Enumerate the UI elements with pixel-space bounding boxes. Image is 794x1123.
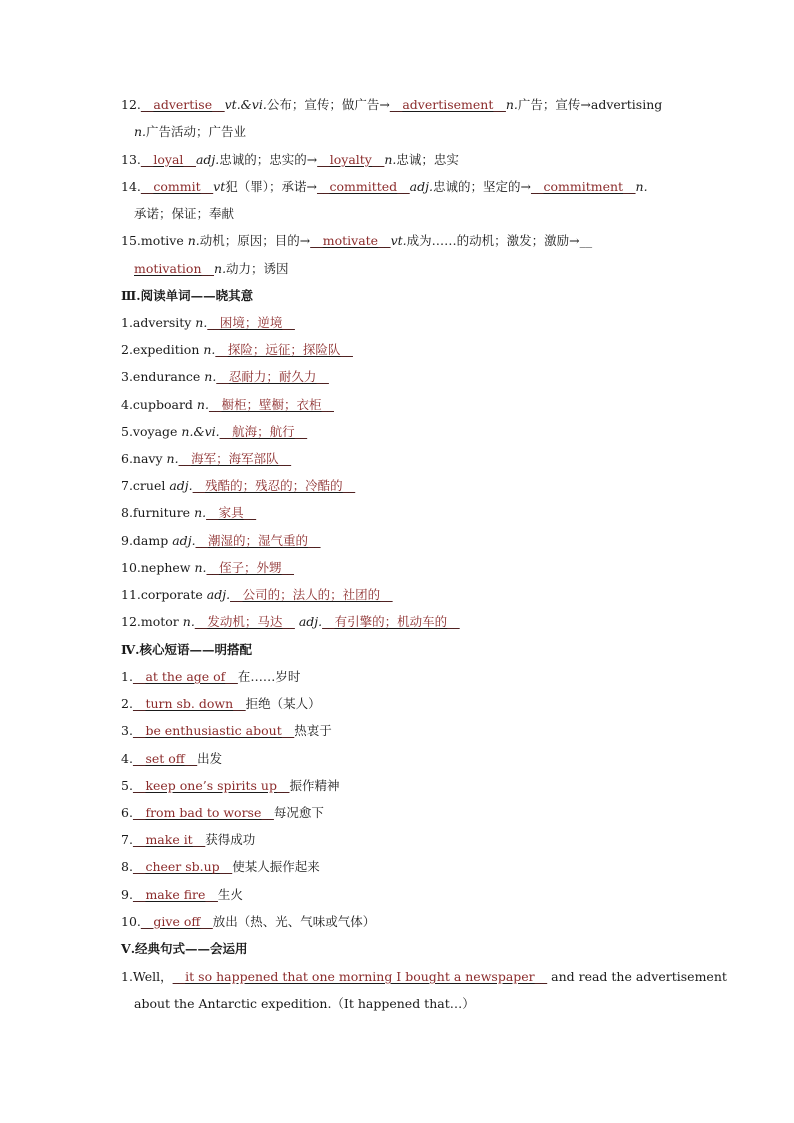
reading-word-item xyxy=(121,533,321,549)
phrase-number: 5. xyxy=(121,777,133,793)
answer-blank: __set off__ xyxy=(132,750,198,766)
answer-blank: __loyalty__ xyxy=(317,152,385,167)
reading-word: 1.adversity xyxy=(121,315,192,330)
phrase-meaning: 出发 xyxy=(197,750,223,766)
answer-blank: __航海；航行__ xyxy=(219,423,308,439)
answer-blank: __有引擎的；机动车的__ xyxy=(322,614,460,630)
answer-blank: __commitment__ xyxy=(530,179,636,194)
part-of-speech: adj. xyxy=(206,587,231,602)
vocab-text: 公布；宣传；做广告→ xyxy=(266,97,390,112)
answer-blank: __at the age of__ xyxy=(132,669,238,684)
part-of-speech: adj. xyxy=(169,478,193,494)
part-of-speech: adj. xyxy=(409,179,433,194)
vocab-text: 12. xyxy=(121,97,141,112)
part-of-speech: vt xyxy=(213,179,226,194)
vocab-line xyxy=(121,152,459,168)
phrase-number: 4. xyxy=(121,750,133,766)
phrase-item xyxy=(121,832,255,848)
phrase-item xyxy=(121,778,339,794)
answer-blank: __侄子；外甥__ xyxy=(206,559,295,575)
answer-blank: __探险；远征；探险队__ xyxy=(215,342,353,358)
reading-word-item xyxy=(121,560,294,576)
phrase-item xyxy=(121,859,320,875)
reading-word-item xyxy=(121,478,355,494)
sentence-answer: __it so happened that one morning I bought a newspaper__ xyxy=(172,969,548,984)
part-of-speech: n. xyxy=(182,614,195,630)
reading-word-item xyxy=(121,614,460,630)
sentence-prefix: 1.Well， xyxy=(121,969,173,984)
sentence-suffix: and read the advertisement xyxy=(547,969,727,984)
reading-word: 12.motor xyxy=(121,614,179,630)
reading-word: 5.voyage xyxy=(121,423,178,439)
phrase-meaning: 在……岁时 xyxy=(237,669,301,684)
reading-word-item xyxy=(121,505,256,521)
part-of-speech: vt.&vi. xyxy=(224,97,267,112)
reading-word: 8.furniture xyxy=(121,505,191,521)
reading-word: 11.corporate xyxy=(121,587,203,602)
section-heading-reading-words: Ⅲ.阅读单词——晓其意 xyxy=(121,288,254,303)
part-of-speech: n. xyxy=(214,261,227,276)
phrase-number: 8. xyxy=(121,859,133,875)
answer-blank: __残酷的；残忍的；冷酷的__ xyxy=(192,478,356,494)
answer-blank: __give off__ xyxy=(140,913,213,929)
vocab-text: 忠诚的；坚定的→ xyxy=(432,179,531,194)
reading-word-item xyxy=(121,342,353,358)
reading-word: 6.navy xyxy=(121,451,163,466)
phrase-item xyxy=(121,887,243,903)
reading-word-item xyxy=(121,315,295,331)
phrase-meaning: 使某人振作起来 xyxy=(232,859,320,875)
phrase-number: 6. xyxy=(121,805,133,820)
section-heading-core-phrases: Ⅳ.核心短语——明搭配 xyxy=(121,642,253,657)
answer-blank: __cheer sb.up__ xyxy=(132,859,233,875)
answer-blank: __忍耐力；耐久力__ xyxy=(216,369,329,385)
part-of-speech: n. xyxy=(187,233,200,248)
reading-word-item xyxy=(121,587,393,603)
answer-blank: __困境；逆境__ xyxy=(207,315,295,330)
vocab-text: 成为……的动机；激发；激励→__ xyxy=(406,233,593,248)
reading-word: 7.cruel xyxy=(121,478,166,494)
answer-blank: __橱柜；壁橱；衣柜__ xyxy=(208,396,334,412)
vocab-line xyxy=(134,206,234,222)
answer-blank: __keep one’s spirits up__ xyxy=(132,777,290,793)
answer-blank: __advertisement__ xyxy=(389,97,506,112)
phrase-meaning: 放出（热、光、气味或气体） xyxy=(212,913,376,929)
answer-blank: __make it__ xyxy=(132,832,206,848)
answer-blank: __家具__ xyxy=(206,505,257,521)
part-of-speech: n. xyxy=(166,451,179,466)
part-of-speech: adj. xyxy=(195,152,220,167)
answer-blank: __make fire__ xyxy=(132,886,218,902)
part-of-speech: n. xyxy=(204,369,217,385)
sentence-item-1-line2: about the Antarctic expedition.（It happened that…） xyxy=(134,996,475,1011)
phrase-item xyxy=(121,669,300,685)
part-of-speech: vt. xyxy=(390,233,407,248)
phrase-number: 1. xyxy=(121,669,133,684)
part-of-speech: adj. xyxy=(172,532,196,548)
vocab-line xyxy=(134,261,289,277)
phrase-number: 10. xyxy=(121,913,141,929)
reading-word-item xyxy=(121,424,307,440)
reading-word: 4.cupboard xyxy=(121,396,193,412)
answer-blank: __loyal__ xyxy=(140,152,196,167)
part-of-speech: n. xyxy=(505,97,518,112)
vocab-text: 15.motive xyxy=(121,233,188,248)
vocab-text: 忠诚的；忠实的→ xyxy=(219,152,318,167)
vocab-line xyxy=(121,179,648,195)
part-of-speech: adj. xyxy=(298,614,323,630)
answer-blank: __committed__ xyxy=(316,179,410,194)
answer-blank: __公司的；法人的；社团的__ xyxy=(230,587,393,602)
reading-word: 9.damp xyxy=(121,532,169,548)
part-of-speech: n. xyxy=(196,396,209,412)
part-of-speech: n.&vi. xyxy=(181,423,220,439)
sentence-item-1 xyxy=(121,969,727,985)
reading-word-item xyxy=(121,397,334,413)
vocab-text: 13. xyxy=(121,152,141,167)
reading-word: 10.nephew xyxy=(121,559,191,575)
answer-blank: __be enthusiastic about__ xyxy=(132,723,295,739)
part-of-speech: n. xyxy=(194,559,207,575)
vocab-line xyxy=(121,97,662,113)
reading-word-item xyxy=(121,369,329,385)
part-of-speech: n. xyxy=(203,342,216,358)
phrase-number: 2. xyxy=(121,696,133,712)
answer-blank: __发动机；马达__ xyxy=(194,614,295,630)
phrase-number: 3. xyxy=(121,723,133,739)
vocab-line xyxy=(134,124,246,140)
vocab-text: 承诺；保证；奉献 xyxy=(134,206,235,221)
vocab-text: 忠诚；忠实 xyxy=(396,152,459,167)
vocab-text: 动机；原因；目的→ xyxy=(199,233,311,248)
answer-blank: __advertise__ xyxy=(140,97,225,112)
phrase-number: 9. xyxy=(121,886,133,902)
part-of-speech: n. xyxy=(635,179,648,194)
phrase-meaning: 生火 xyxy=(217,886,243,902)
phrase-meaning: 获得成功 xyxy=(205,832,256,848)
phrase-number: 7. xyxy=(121,832,133,848)
phrase-meaning: 热衷于 xyxy=(294,723,332,739)
vocab-text: 14. xyxy=(121,179,141,194)
vocab-text: 广告活动；广告业 xyxy=(146,124,247,139)
vocab-text: 广告；宣传→advertising xyxy=(517,97,663,112)
answer-blank: __海军；海军部队__ xyxy=(178,451,292,466)
answer-blank: __潮湿的；湿气重的__ xyxy=(195,532,321,548)
reading-word: 3.endurance xyxy=(121,369,201,385)
section-heading-sentence-patterns: Ⅴ.经典句式——会运用 xyxy=(121,941,248,956)
phrase-item xyxy=(121,914,375,930)
vocab-text: 犯（罪）；承诺→ xyxy=(225,179,317,194)
phrase-item xyxy=(121,723,332,739)
phrase-meaning: 振作精神 xyxy=(289,777,340,793)
phrase-item xyxy=(121,751,222,767)
reading-word-item xyxy=(121,451,291,467)
part-of-speech: n. xyxy=(194,505,207,521)
part-of-speech: n. xyxy=(134,124,147,139)
phrase-item xyxy=(121,805,324,821)
answer-blank: __motivate__ xyxy=(310,233,391,248)
reading-word: 2.expedition xyxy=(121,342,200,358)
part-of-speech: n. xyxy=(195,315,208,330)
phrase-meaning: 拒绝（某人） xyxy=(245,696,321,712)
answer-blank: __commit__ xyxy=(140,179,214,194)
phrase-meaning: 每况愈下 xyxy=(273,805,324,820)
answer-blank: __turn sb. down__ xyxy=(132,696,246,712)
phrase-item xyxy=(121,696,321,712)
answer-blank: motivation__ xyxy=(134,261,215,276)
vocab-line xyxy=(121,233,592,249)
answer-blank: __from bad to worse__ xyxy=(132,805,274,820)
part-of-speech: n. xyxy=(384,152,397,167)
vocab-text: 动力；诱因 xyxy=(226,261,289,276)
